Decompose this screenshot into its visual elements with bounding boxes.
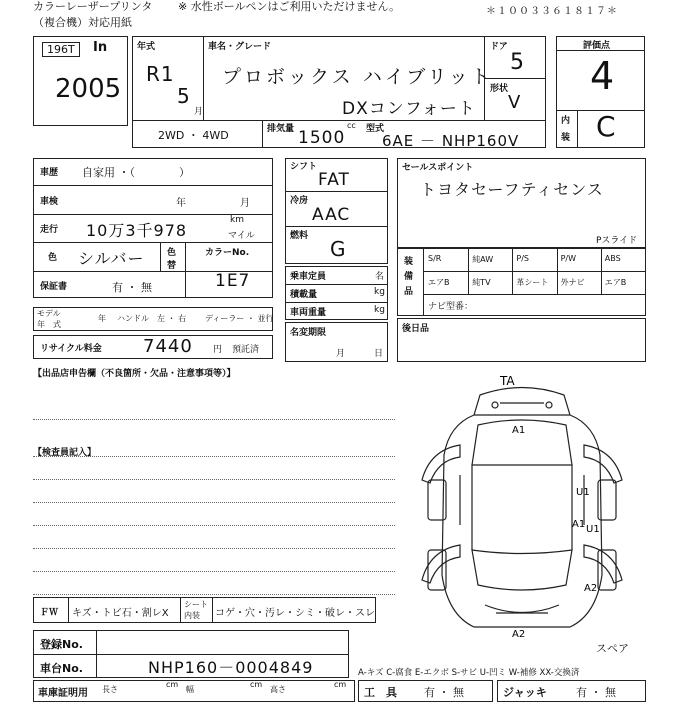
handle-label: ハンドル xyxy=(117,314,149,323)
year-label: 年式 xyxy=(137,42,156,52)
ac-label: 冷房 xyxy=(290,196,309,206)
dimension-field: cm xyxy=(166,680,179,689)
printer-line2: （複合機）対応用紙 xyxy=(33,16,132,29)
equipment-item: 純AW xyxy=(472,255,494,264)
seller-report-label: 【出品店申告欄（不良箇所・欠品・注意事項等）】 xyxy=(33,369,236,379)
mark-u1-side: U1 xyxy=(586,524,600,535)
rating-value: 4 xyxy=(590,54,615,98)
fuel-label: 燃料 xyxy=(290,231,309,241)
model-label: 型式 xyxy=(366,124,385,134)
load-unit: kg xyxy=(374,287,385,297)
model-label-1: モデル xyxy=(37,309,61,318)
ink-notice: ※ 水性ボールペンはご利用いただけません。 xyxy=(178,0,401,13)
equipment-row-1 xyxy=(424,252,645,270)
equipment-row-2 xyxy=(424,275,645,293)
door-value: 5 xyxy=(510,50,525,75)
handle-value: 左 ・ 右 xyxy=(157,314,187,323)
delivery-label: 後日品 xyxy=(402,324,430,334)
displacement-value: 1500 xyxy=(298,128,346,148)
color-change-2: 替 xyxy=(167,261,177,271)
shape-label: 形状 xyxy=(490,84,509,94)
shift-value: FAT xyxy=(318,170,350,190)
recycle-deposit: 預託済 xyxy=(232,345,260,355)
equipment-label: 装備品 xyxy=(404,257,414,297)
printer-note xyxy=(33,0,152,30)
seat-label-1: シート xyxy=(184,600,208,609)
model-label-2: 年 式 xyxy=(37,320,61,329)
equipment-item: 外ナビ xyxy=(560,278,585,287)
weight-label: 車両重量 xyxy=(290,308,327,318)
load-label: 積載量 xyxy=(290,290,318,300)
inspection-month: 月 xyxy=(240,198,250,209)
fw-items: キズ・トビ石・割レX xyxy=(72,608,169,619)
dimension-field: 幅 xyxy=(186,685,194,694)
color-change-1: 色 xyxy=(167,248,177,258)
name-change-label: 名変期限 xyxy=(290,328,327,338)
dimension-field: 高さ xyxy=(270,685,286,694)
recycle-value: 7440 xyxy=(143,336,193,357)
jack-value: 有 ・ 無 xyxy=(576,686,616,699)
month-value: 5 xyxy=(177,84,191,108)
dimension-field: cm xyxy=(334,680,347,689)
drive-type: 2WD ・ 4WD xyxy=(158,129,229,142)
equipment-item: 純TV xyxy=(472,278,491,287)
model-year-unit: 年 xyxy=(98,314,106,323)
delivery-box xyxy=(397,318,646,362)
spare-label: スペア xyxy=(596,642,629,655)
displacement-unit: cc xyxy=(347,121,356,130)
lot-tag-2: In xyxy=(93,40,108,55)
interior-label-1: 内 xyxy=(561,116,571,126)
mark-u1-top: U1 xyxy=(576,487,590,498)
sales-point-value: トヨタセーフティセンス xyxy=(420,180,604,199)
car-body-outline xyxy=(442,388,602,628)
color-value: シルバー xyxy=(78,249,145,268)
displacement-label: 排気量 xyxy=(267,124,295,134)
chassis-value: NHP160－0004849 xyxy=(148,658,314,677)
name-label: 車名・グレード xyxy=(208,42,272,52)
mileage-unit-mile: マイル xyxy=(228,231,255,241)
sales-point-label: セールスポイント xyxy=(402,163,474,173)
mileage-unit-km: km xyxy=(230,215,244,225)
mark-a1-side: A1 xyxy=(572,519,586,530)
equipment-item: 革シート xyxy=(516,278,549,287)
equipment-item: エアB xyxy=(428,278,450,287)
garage-cert-label: 車庫証明用 xyxy=(38,688,88,699)
fw-label: ＦＷ xyxy=(40,608,59,618)
shape-value: V xyxy=(508,92,522,113)
car-history-label: 車歴 xyxy=(40,168,59,178)
car-history-value: 自家用 ・（ ） xyxy=(82,166,190,179)
equipment-item: P/S xyxy=(516,254,529,263)
mileage-label: 走行 xyxy=(40,225,59,235)
inspection-year: 年 xyxy=(176,198,186,209)
door-label: ドア xyxy=(490,42,508,52)
mark-a2-side: A2 xyxy=(584,583,598,594)
passengers-label: 乗車定員 xyxy=(290,272,327,282)
lot-number: 2005 xyxy=(55,74,122,104)
rating-label: 評価点 xyxy=(583,41,611,51)
mark-a2-rear: A2 xyxy=(512,629,526,640)
grade-value: DXコンフォート xyxy=(342,99,476,119)
mileage-value: 10万3千978 xyxy=(86,221,188,240)
recycle-unit: 円 xyxy=(213,345,223,355)
shift-label: シフト xyxy=(290,162,318,172)
color-no-label: カラーNo. xyxy=(205,248,250,258)
serial-number: ＊１００３３６１８１７＊ xyxy=(486,6,618,17)
navi-label: ナビ型番： xyxy=(428,302,474,312)
equipment-note: Pスライド xyxy=(596,236,638,246)
equipment-item: ABS xyxy=(604,254,621,263)
lot-tag: 196T xyxy=(42,42,80,57)
recycle-label: リサイクル料金 xyxy=(40,344,102,354)
inspector-label: 【検査員記入】 xyxy=(33,448,97,458)
damage-legend: A-キズ C-腐食 E-エクボ S-サビ U-凹ミ W-補修 XX-交換済 xyxy=(358,668,580,678)
tools-label: 工 具 xyxy=(364,686,397,699)
name-change-month: 月 xyxy=(336,349,346,359)
name-value: プロボックス ハイブリット xyxy=(222,66,493,88)
passengers-unit: 名 xyxy=(375,272,385,282)
interior-value: C xyxy=(596,110,616,143)
mark-a1-front: A1 xyxy=(512,425,526,436)
garage-dimensions xyxy=(100,680,352,700)
mark-ta: TA xyxy=(500,375,515,388)
warranty-value: 有 ・ 無 xyxy=(112,281,152,294)
car-damage-diagram xyxy=(400,375,645,640)
interior-label-2: 装 xyxy=(561,133,571,143)
model-value: 6AE － NHP160V xyxy=(382,132,520,150)
seat-label-2: 内装 xyxy=(184,611,200,620)
dealer-label: ディーラー ・ 並行 xyxy=(205,314,274,323)
month-unit: 月 xyxy=(194,107,204,117)
jack-label: ジャッキ xyxy=(503,686,547,699)
fuel-value: G xyxy=(330,237,347,261)
ac-value: AAC xyxy=(312,205,351,225)
color-no-value: 1E7 xyxy=(215,271,251,291)
name-change-day: 日 xyxy=(374,349,384,359)
equipment-item: エアB xyxy=(604,278,627,287)
seat-items: コゲ・穴・汚レ・シミ・破レ・スレ xyxy=(215,608,375,619)
dimension-field: 長さ xyxy=(102,685,118,694)
printer-line1: カラーレーザープリンタ xyxy=(33,0,153,13)
registration-no-label: 登録No. xyxy=(40,638,83,651)
warranty-label: 保証書 xyxy=(40,282,68,292)
dimension-field: cm xyxy=(250,680,263,689)
inspection-label: 車検 xyxy=(40,197,59,207)
tools-value: 有 ・ 無 xyxy=(424,686,464,699)
year-value: R1 xyxy=(146,62,175,86)
chassis-label: 車台No. xyxy=(40,662,83,675)
color-label: 色 xyxy=(48,253,58,263)
weight-unit: kg xyxy=(374,305,385,315)
equipment-item: S/R xyxy=(428,254,442,263)
equipment-item: P/W xyxy=(560,254,577,263)
